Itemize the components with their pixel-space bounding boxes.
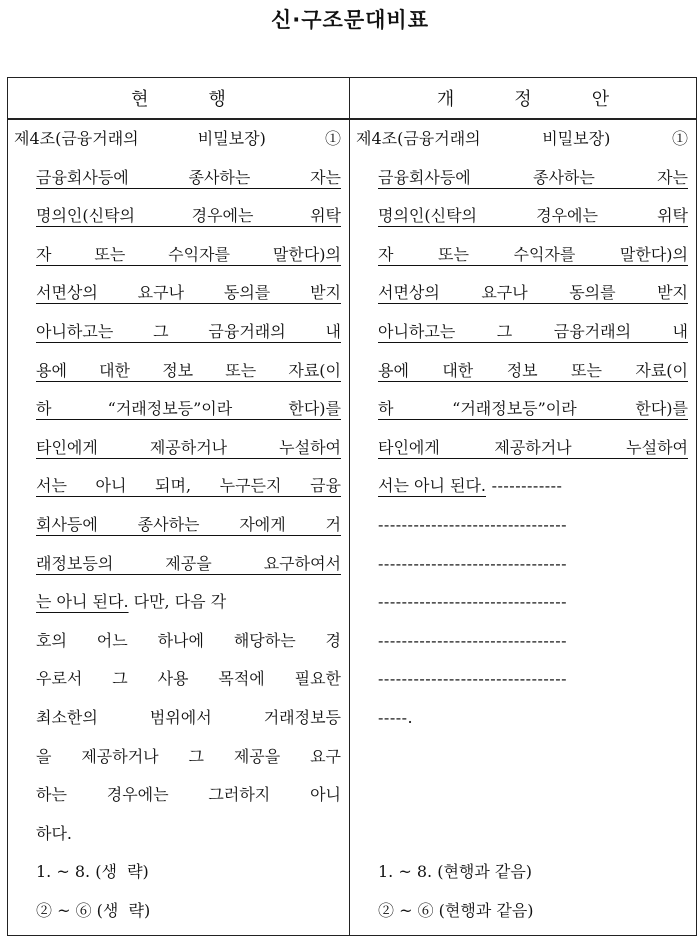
current-text-cell xyxy=(8,119,350,936)
current-line: 을 제공하거나 그 제공을 요구 xyxy=(36,746,341,766)
header-amended-char-1: 개 xyxy=(436,89,455,110)
amended-dash-line: -----. xyxy=(378,707,414,727)
current-item-1: 1. ~ 8. (생 략) xyxy=(36,862,149,882)
amended-line: 타인에게 제공하거나 누설하여 xyxy=(378,437,688,457)
current-mixed-rest: 다만, 다음 각 xyxy=(128,592,227,612)
current-line: 하는 경우에는 그러하지 아니 xyxy=(36,785,341,805)
amended-line: 명의인(신탁의 경우에는 위탁 xyxy=(378,206,688,226)
current-mixed-underlined: 는 아니 된다. xyxy=(36,592,129,612)
amended-dash-line: -------------------------------- xyxy=(378,514,567,534)
header-current-char-1: 현 xyxy=(131,89,149,110)
amended-spacer xyxy=(356,815,688,854)
amended-text-cell xyxy=(350,119,697,936)
amended-line: 하 “거래정보등”이라 한다)를 xyxy=(378,399,688,419)
amended-item-2: ② ~ ⑥ (현행과 같음) xyxy=(378,900,534,920)
amended-item-1: 1. ~ 8. (현행과 같음) xyxy=(378,862,533,882)
amended-dash-line: -------------------------------- xyxy=(378,553,567,573)
current-item-2: ② ~ ⑥ (생 략) xyxy=(36,900,151,920)
amended-line: 자 또는 수익자를 말한다)의 xyxy=(378,244,688,264)
current-line: 우로서 그 사용 목적에 필요한 xyxy=(36,669,341,689)
current-line: 아니하고는 그 금융거래의 내 xyxy=(36,321,341,341)
current-line: 서면상의 요구나 동의를 받지 xyxy=(36,283,341,303)
header-amended xyxy=(350,78,697,120)
amended-spacer xyxy=(356,738,688,777)
amended-dash-line: -------------------------------- xyxy=(378,669,567,689)
current-line: 하 “거래정보등”이라 한다)를 xyxy=(36,399,341,419)
amended-last-line xyxy=(356,467,688,506)
amended-dash-line: -------------------------------- xyxy=(378,630,567,650)
current-mixed-line xyxy=(14,583,341,622)
comparison-table xyxy=(7,77,697,936)
current-line: 용에 대한 정보 또는 자료(이 xyxy=(36,360,341,380)
amended-line: 용에 대한 정보 또는 자료(이 xyxy=(378,360,688,380)
amended-spacer xyxy=(356,776,688,815)
amended-line: 아니하고는 그 금융거래의 내 xyxy=(378,321,688,341)
amended-line: 서면상의 요구나 동의를 받지 xyxy=(378,283,688,303)
current-line: 자 또는 수익자를 말한다)의 xyxy=(36,244,341,264)
current-article-head: 제4조(금융거래의 비밀보장) ① xyxy=(14,129,341,148)
amended-line: 금융회사등에 종사하는 자는 xyxy=(378,167,688,187)
current-line: 래정보등의 제공을 요구하여서 xyxy=(36,553,341,573)
amended-last-underlined: 서는 아니 된다. xyxy=(378,476,486,496)
header-current xyxy=(8,78,350,120)
current-line: 명의인(신탁의 경우에는 위탁 xyxy=(36,206,341,226)
current-line: 호의 어느 하나에 해당하는 경 xyxy=(36,630,341,650)
amended-last-dashes: ------------ xyxy=(486,476,563,496)
current-line: 금융회사등에 종사하는 자는 xyxy=(36,167,341,187)
header-current-char-2: 행 xyxy=(208,89,226,110)
current-line: 최소한의 범위에서 거래정보등 xyxy=(36,707,341,727)
amended-article-head: 제4조(금융거래의 비밀보장) ① xyxy=(356,129,688,148)
amended-dash-line: -------------------------------- xyxy=(378,592,567,612)
document-title: 신·구조문대비표 xyxy=(271,8,429,32)
current-line: 하다. xyxy=(36,823,72,843)
current-line: 서는 아니 되며, 누구든지 금융 xyxy=(36,476,341,496)
current-line: 타인에게 제공하거나 누설하여 xyxy=(36,437,341,457)
header-amended-char-3: 안 xyxy=(591,89,610,110)
current-line: 회사등에 종사하는 자에게 거 xyxy=(36,514,341,534)
header-amended-char-2: 정 xyxy=(514,89,532,110)
